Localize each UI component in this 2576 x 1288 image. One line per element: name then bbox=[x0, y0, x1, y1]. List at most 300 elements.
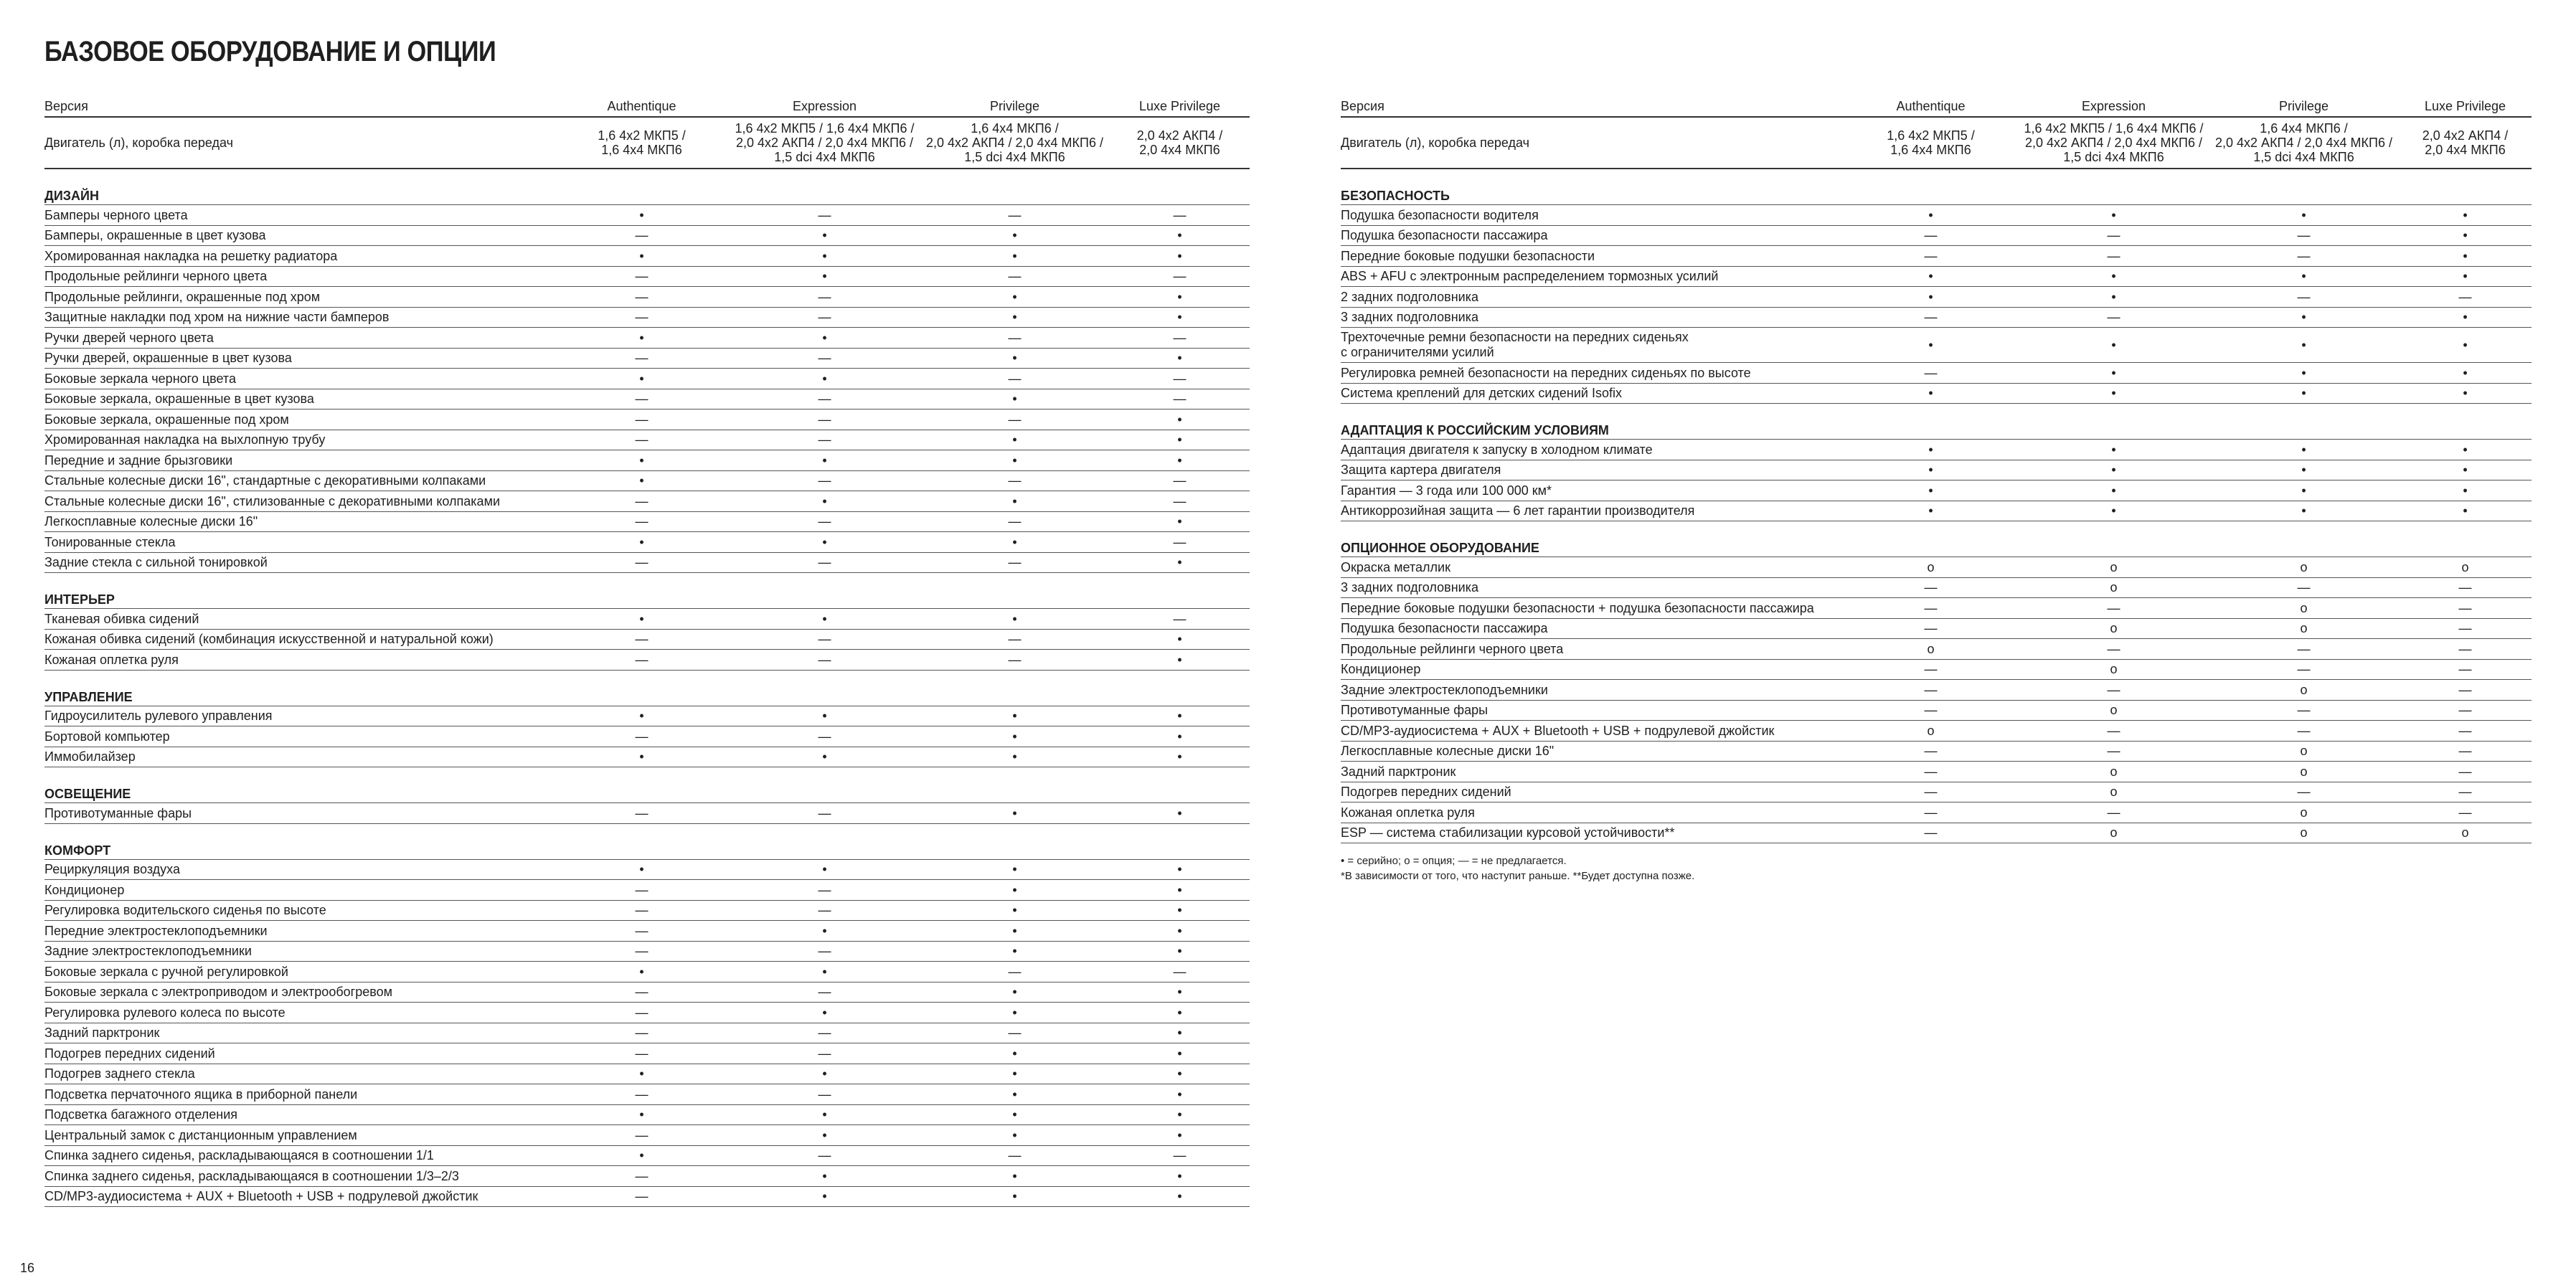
availability-cell: • bbox=[554, 859, 730, 880]
availability-cell: — bbox=[554, 900, 730, 921]
trim-authentique: Authentique bbox=[1843, 96, 2019, 117]
trim-privilege: Privilege bbox=[920, 96, 1110, 117]
section-title: АДАПТАЦИЯ К РОССИЙСКИМ УСЛОВИЯМ bbox=[1341, 404, 2532, 440]
availability-cell: • bbox=[1110, 859, 1250, 880]
availability-cell: • bbox=[1843, 480, 2019, 501]
availability-cell: • bbox=[1110, 803, 1250, 824]
availability-cell: • bbox=[920, 225, 1110, 246]
availability-cell: o bbox=[2209, 680, 2399, 701]
table-row bbox=[44, 962, 1250, 982]
availability-cell: • bbox=[554, 328, 730, 349]
trim-luxe-privilege: Luxe Privilege bbox=[1110, 96, 1250, 117]
availability-cell: • bbox=[1110, 880, 1250, 901]
availability-cell: — bbox=[2399, 782, 2532, 802]
feature-label: Регулировка водительского сиденья по высоте bbox=[44, 900, 554, 921]
section-header bbox=[1341, 521, 2532, 557]
feature-label: Бортовой компьютер bbox=[44, 726, 554, 747]
table-row bbox=[44, 1104, 1250, 1125]
availability-cell: • bbox=[1110, 650, 1250, 671]
availability-cell: — bbox=[1110, 962, 1250, 982]
table-row bbox=[1341, 501, 2532, 521]
availability-cell: — bbox=[1843, 577, 2019, 598]
availability-cell: • bbox=[554, 706, 730, 726]
engine-row bbox=[44, 117, 1250, 169]
availability-cell: • bbox=[920, 941, 1110, 962]
availability-cell: • bbox=[920, 491, 1110, 512]
table-row bbox=[44, 650, 1250, 671]
engine-expression: 1,6 4x2 МКП5 / 1,6 4x4 МКП6 / 2,0 4x2 АКП4 / 2,0 4x4 МКП6 / 1,5 dci 4x4 МКП6 bbox=[730, 117, 920, 169]
feature-label: 3 задних подголовника bbox=[1341, 307, 1843, 328]
availability-cell: — bbox=[730, 307, 920, 328]
feature-label: Передние боковые подушки безопасности + подушка безопасности пассажира bbox=[1341, 598, 1843, 619]
availability-cell: — bbox=[2399, 700, 2532, 721]
section-title: КОМФОРТ bbox=[44, 823, 1250, 859]
availability-cell: — bbox=[2019, 246, 2209, 267]
section-title: ОПЦИОННОЕ ОБОРУДОВАНИЕ bbox=[1341, 521, 2532, 557]
availability-cell: • bbox=[1110, 706, 1250, 726]
feature-label: Подсветка перчаточного ящика в приборной панели bbox=[44, 1084, 554, 1105]
availability-cell: • bbox=[730, 1186, 920, 1207]
feature-label: Подушка безопасности пассажира bbox=[1341, 225, 1843, 246]
header-row bbox=[1341, 96, 2532, 117]
availability-cell: — bbox=[1110, 266, 1250, 287]
availability-cell: • bbox=[920, 1084, 1110, 1105]
feature-label: Трехточечные ремни безопасности на передних сиденьях с ограничителями усилий bbox=[1341, 328, 1843, 363]
trim-expression: Expression bbox=[730, 96, 920, 117]
feature-label: Подушка безопасности водителя bbox=[1341, 205, 1843, 226]
engine-authentique: 1,6 4x2 МКП5 / 1,6 4x4 МКП6 bbox=[1843, 117, 2019, 169]
table-row bbox=[44, 1166, 1250, 1187]
availability-cell: — bbox=[1110, 609, 1250, 630]
availability-cell: o bbox=[2209, 802, 2399, 823]
table-row bbox=[44, 491, 1250, 512]
availability-cell: — bbox=[1843, 246, 2019, 267]
availability-cell: • bbox=[920, 389, 1110, 409]
availability-cell: • bbox=[920, 1186, 1110, 1207]
feature-label: Антикоррозийная защита — 6 лет гарантии производителя bbox=[1341, 501, 1843, 521]
availability-cell: — bbox=[920, 511, 1110, 532]
table-row bbox=[44, 266, 1250, 287]
availability-cell: — bbox=[1110, 328, 1250, 349]
availability-cell: — bbox=[554, 880, 730, 901]
availability-cell: • bbox=[554, 205, 730, 226]
availability-cell: — bbox=[2399, 287, 2532, 308]
table-row bbox=[1341, 266, 2532, 287]
availability-cell: • bbox=[2209, 383, 2399, 404]
feature-label: Подогрев передних сидений bbox=[1341, 782, 1843, 802]
availability-cell: • bbox=[730, 859, 920, 880]
availability-cell: • bbox=[920, 1104, 1110, 1125]
availability-cell: — bbox=[2209, 639, 2399, 660]
availability-cell: — bbox=[554, 1003, 730, 1023]
feature-label: Гидроусилитель рулевого управления bbox=[44, 706, 554, 726]
availability-cell: o bbox=[2019, 782, 2209, 802]
table-row bbox=[1341, 225, 2532, 246]
table-row bbox=[1341, 205, 2532, 226]
availability-cell: — bbox=[554, 1023, 730, 1043]
availability-cell: • bbox=[920, 532, 1110, 553]
feature-label: Подогрев заднего стекла bbox=[44, 1064, 554, 1084]
availability-cell: • bbox=[2399, 460, 2532, 480]
table-row bbox=[44, 1084, 1250, 1105]
table-row bbox=[1341, 328, 2532, 363]
availability-cell: • bbox=[1110, 511, 1250, 532]
availability-cell: • bbox=[1110, 246, 1250, 267]
availability-cell: — bbox=[1110, 470, 1250, 491]
availability-cell: o bbox=[2209, 823, 2399, 843]
availability-cell: • bbox=[2209, 460, 2399, 480]
table-row bbox=[44, 307, 1250, 328]
engine-privilege: 1,6 4x4 МКП6 / 2,0 4x2 АКП4 / 2,0 4x4 МКП6 / 1,5 dci 4x4 МКП6 bbox=[2209, 117, 2399, 169]
section-header bbox=[44, 573, 1250, 609]
availability-cell: • bbox=[2399, 440, 2532, 460]
availability-cell: — bbox=[730, 348, 920, 369]
availability-cell: o bbox=[2209, 598, 2399, 619]
availability-cell: • bbox=[730, 962, 920, 982]
availability-cell: o bbox=[2209, 618, 2399, 639]
availability-cell: • bbox=[2399, 328, 2532, 363]
availability-cell: • bbox=[730, 1125, 920, 1146]
table-row bbox=[44, 982, 1250, 1003]
availability-cell: • bbox=[730, 246, 920, 267]
availability-cell: — bbox=[554, 629, 730, 650]
availability-cell: • bbox=[2019, 460, 2209, 480]
legend-note: • = серийно; o = опция; — = не предлагается. *В зависимости от того, что наступит раньше. **Будет доступна позже. bbox=[1341, 855, 1695, 882]
availability-cell: • bbox=[920, 609, 1110, 630]
availability-cell: — bbox=[730, 1043, 920, 1064]
availability-cell: — bbox=[1110, 205, 1250, 226]
table-row bbox=[44, 409, 1250, 430]
availability-cell: • bbox=[2019, 501, 2209, 521]
availability-cell: o bbox=[2209, 557, 2399, 578]
table-row bbox=[44, 706, 1250, 726]
availability-cell: — bbox=[730, 629, 920, 650]
feature-label: Задние электростеклоподъемники bbox=[44, 941, 554, 962]
availability-cell: • bbox=[554, 1145, 730, 1166]
availability-cell: • bbox=[1843, 501, 2019, 521]
feature-label: Задний парктроник bbox=[1341, 762, 1843, 782]
feature-label: Противотуманные фары bbox=[44, 803, 554, 824]
table-row bbox=[44, 470, 1250, 491]
availability-cell: • bbox=[554, 962, 730, 982]
left-spec-column bbox=[44, 96, 1250, 1207]
availability-cell: o bbox=[2019, 618, 2209, 639]
feature-label: Защитные накладки под хром на нижние части бамперов bbox=[44, 307, 554, 328]
availability-cell: o bbox=[1843, 639, 2019, 660]
availability-cell: • bbox=[1110, 1186, 1250, 1207]
table-row bbox=[44, 609, 1250, 630]
feature-label: Гарантия — 3 года или 100 000 км* bbox=[1341, 480, 1843, 501]
engine-luxe-privilege: 2,0 4x2 АКП4 / 2,0 4x4 МКП6 bbox=[1110, 117, 1250, 169]
section-header bbox=[44, 169, 1250, 205]
availability-cell: • bbox=[2399, 480, 2532, 501]
feature-label: Хромированная накладка на решетку радиатора bbox=[44, 246, 554, 267]
table-row bbox=[1341, 741, 2532, 762]
table-row bbox=[44, 941, 1250, 962]
feature-label: Боковые зеркала черного цвета bbox=[44, 369, 554, 389]
table-row bbox=[44, 369, 1250, 389]
availability-cell: • bbox=[2399, 383, 2532, 404]
table-row bbox=[44, 511, 1250, 532]
availability-cell: • bbox=[2019, 328, 2209, 363]
feature-label: Окраска металлик bbox=[1341, 557, 1843, 578]
availability-cell: — bbox=[1843, 363, 2019, 384]
availability-cell: — bbox=[920, 369, 1110, 389]
section-header bbox=[44, 670, 1250, 706]
availability-cell: • bbox=[920, 803, 1110, 824]
availability-cell: • bbox=[730, 328, 920, 349]
availability-cell: — bbox=[920, 650, 1110, 671]
availability-cell: • bbox=[1110, 747, 1250, 767]
availability-cell: — bbox=[920, 409, 1110, 430]
table-row bbox=[44, 859, 1250, 880]
availability-cell: o bbox=[2019, 659, 2209, 680]
table-row bbox=[1341, 480, 2532, 501]
availability-cell: • bbox=[920, 1064, 1110, 1084]
section-header bbox=[44, 767, 1250, 803]
availability-cell: o bbox=[1843, 721, 2019, 742]
page-title: БАЗОВОЕ ОБОРУДОВАНИЕ И ОПЦИИ bbox=[44, 36, 496, 67]
feature-label: Подушка безопасности пассажира bbox=[1341, 618, 1843, 639]
availability-cell: — bbox=[2399, 721, 2532, 742]
table-row bbox=[1341, 721, 2532, 742]
availability-cell: • bbox=[920, 880, 1110, 901]
availability-cell: • bbox=[1110, 450, 1250, 471]
table-row bbox=[44, 900, 1250, 921]
availability-cell: — bbox=[1843, 598, 2019, 619]
availability-cell: • bbox=[730, 266, 920, 287]
feature-label: Адаптация двигателя к запуску в холодном климате bbox=[1341, 440, 1843, 460]
section-header bbox=[1341, 169, 2532, 205]
availability-cell: — bbox=[1843, 823, 2019, 843]
availability-cell: — bbox=[730, 650, 920, 671]
availability-cell: o bbox=[1843, 557, 2019, 578]
availability-cell: — bbox=[730, 982, 920, 1003]
section-header bbox=[1341, 404, 2532, 440]
availability-cell: • bbox=[2209, 480, 2399, 501]
availability-cell: — bbox=[2019, 802, 2209, 823]
availability-cell: • bbox=[2019, 266, 2209, 287]
availability-cell: — bbox=[920, 328, 1110, 349]
table-row bbox=[44, 880, 1250, 901]
availability-cell: — bbox=[1110, 389, 1250, 409]
availability-cell: • bbox=[1110, 941, 1250, 962]
availability-cell: • bbox=[1110, 1166, 1250, 1187]
feature-label: Передние боковые подушки безопасности bbox=[1341, 246, 1843, 267]
feature-label: Передние и задние брызговики bbox=[44, 450, 554, 471]
table-row bbox=[1341, 557, 2532, 578]
availability-cell: • bbox=[554, 747, 730, 767]
availability-cell: • bbox=[920, 859, 1110, 880]
availability-cell: o bbox=[2019, 823, 2209, 843]
availability-cell: — bbox=[920, 1145, 1110, 1166]
availability-cell: — bbox=[730, 1145, 920, 1166]
availability-cell: — bbox=[554, 225, 730, 246]
availability-cell: • bbox=[1110, 900, 1250, 921]
table-row bbox=[1341, 823, 2532, 843]
table-row bbox=[44, 389, 1250, 409]
availability-cell: — bbox=[554, 409, 730, 430]
availability-cell: • bbox=[554, 532, 730, 553]
availability-cell: • bbox=[730, 1003, 920, 1023]
feature-label: Легкосплавные колесные диски 16" bbox=[44, 511, 554, 532]
feature-label: Стальные колесные диски 16", стандартные с декоративными колпаками bbox=[44, 470, 554, 491]
table-row bbox=[1341, 680, 2532, 701]
availability-cell: — bbox=[554, 307, 730, 328]
table-row bbox=[44, 1043, 1250, 1064]
left-spec-table bbox=[44, 96, 1250, 1207]
availability-cell: • bbox=[2019, 480, 2209, 501]
trim-authentique: Authentique bbox=[554, 96, 730, 117]
table-row bbox=[1341, 577, 2532, 598]
availability-cell: o bbox=[2019, 762, 2209, 782]
availability-cell: — bbox=[2399, 618, 2532, 639]
availability-cell: • bbox=[1110, 552, 1250, 573]
feature-label: ABS + AFU с электронным распределением тормозных усилий bbox=[1341, 266, 1843, 287]
trim-luxe-privilege: Luxe Privilege bbox=[2399, 96, 2532, 117]
availability-cell: — bbox=[730, 389, 920, 409]
availability-cell: • bbox=[2399, 266, 2532, 287]
availability-cell: o bbox=[2019, 700, 2209, 721]
availability-cell: — bbox=[730, 470, 920, 491]
availability-cell: — bbox=[554, 1166, 730, 1187]
availability-cell: — bbox=[554, 1084, 730, 1105]
availability-cell: — bbox=[554, 803, 730, 824]
availability-cell: • bbox=[2019, 440, 2209, 460]
availability-cell: • bbox=[2399, 307, 2532, 328]
version-label: Версия bbox=[1341, 96, 1843, 117]
table-row bbox=[1341, 287, 2532, 308]
feature-label: Кожаная оплетка руля bbox=[1341, 802, 1843, 823]
availability-cell: — bbox=[554, 491, 730, 512]
table-row bbox=[1341, 307, 2532, 328]
feature-label: Противотуманные фары bbox=[1341, 700, 1843, 721]
availability-cell: — bbox=[2209, 246, 2399, 267]
availability-cell: — bbox=[554, 389, 730, 409]
engine-luxe-privilege: 2,0 4x2 АКП4 / 2,0 4x4 МКП6 bbox=[2399, 117, 2532, 169]
availability-cell: — bbox=[554, 726, 730, 747]
engine-expression: 1,6 4x2 МКП5 / 1,6 4x4 МКП6 / 2,0 4x2 АКП4 / 2,0 4x4 МКП6 / 1,5 dci 4x4 МКП6 bbox=[2019, 117, 2209, 169]
availability-cell: • bbox=[920, 747, 1110, 767]
availability-cell: • bbox=[920, 307, 1110, 328]
version-label: Версия bbox=[44, 96, 554, 117]
availability-cell: • bbox=[2399, 501, 2532, 521]
feature-label: Задний парктроник bbox=[44, 1023, 554, 1043]
availability-cell: • bbox=[730, 609, 920, 630]
availability-cell: — bbox=[554, 348, 730, 369]
availability-cell: • bbox=[2399, 246, 2532, 267]
availability-cell: • bbox=[920, 726, 1110, 747]
availability-cell: — bbox=[2019, 721, 2209, 742]
feature-label: Спинка заднего сиденья, раскладывающаяся в соотношении 1/1 bbox=[44, 1145, 554, 1166]
table-row bbox=[1341, 700, 2532, 721]
feature-label: Защита картера двигателя bbox=[1341, 460, 1843, 480]
availability-cell: — bbox=[920, 962, 1110, 982]
table-row bbox=[44, 1186, 1250, 1207]
table-row bbox=[44, 726, 1250, 747]
feature-label: 2 задних подголовника bbox=[1341, 287, 1843, 308]
trim-privilege: Privilege bbox=[2209, 96, 2399, 117]
availability-cell: • bbox=[730, 706, 920, 726]
availability-cell: — bbox=[2209, 225, 2399, 246]
feature-label: Ручки дверей черного цвета bbox=[44, 328, 554, 349]
availability-cell: • bbox=[554, 1104, 730, 1125]
availability-cell: • bbox=[1110, 1125, 1250, 1146]
availability-cell: — bbox=[1843, 225, 2019, 246]
table-row bbox=[44, 747, 1250, 767]
availability-cell: • bbox=[730, 1064, 920, 1084]
availability-cell: • bbox=[2019, 383, 2209, 404]
availability-cell: — bbox=[1843, 700, 2019, 721]
availability-cell: — bbox=[730, 803, 920, 824]
availability-cell: • bbox=[1110, 629, 1250, 650]
feature-label: Боковые зеркала с ручной регулировкой bbox=[44, 962, 554, 982]
feature-label: Кожаная обивка сидений (комбинация искусственной и натуральной кожи) bbox=[44, 629, 554, 650]
availability-cell: • bbox=[1843, 287, 2019, 308]
availability-cell: • bbox=[920, 287, 1110, 308]
availability-cell: — bbox=[920, 629, 1110, 650]
engine-label: Двигатель (л), коробка передач bbox=[44, 117, 554, 169]
feature-label: Задние стекла с сильной тонировкой bbox=[44, 552, 554, 573]
availability-cell: — bbox=[554, 266, 730, 287]
availability-cell: • bbox=[1110, 1003, 1250, 1023]
availability-cell: • bbox=[2399, 205, 2532, 226]
availability-cell: — bbox=[730, 1023, 920, 1043]
table-row bbox=[44, 1064, 1250, 1084]
availability-cell: — bbox=[2209, 659, 2399, 680]
left-spec-body bbox=[44, 117, 1250, 1207]
availability-cell: — bbox=[2399, 598, 2532, 619]
availability-cell: — bbox=[2019, 307, 2209, 328]
feature-label: Тканевая обивка сидений bbox=[44, 609, 554, 630]
feature-label: Тонированные стекла bbox=[44, 532, 554, 553]
feature-label: Система креплений для детских сидений Isofix bbox=[1341, 383, 1843, 404]
engine-row bbox=[1341, 117, 2532, 169]
availability-cell: • bbox=[2209, 205, 2399, 226]
engine-authentique: 1,6 4x2 МКП5 / 1,6 4x4 МКП6 bbox=[554, 117, 730, 169]
availability-cell: — bbox=[2399, 639, 2532, 660]
availability-cell: — bbox=[554, 552, 730, 573]
table-row bbox=[44, 246, 1250, 267]
availability-cell: • bbox=[730, 225, 920, 246]
availability-cell: — bbox=[920, 1023, 1110, 1043]
availability-cell: • bbox=[1110, 982, 1250, 1003]
feature-label: Кондиционер bbox=[44, 880, 554, 901]
feature-label: Кондиционер bbox=[1341, 659, 1843, 680]
availability-cell: • bbox=[920, 348, 1110, 369]
feature-label: Регулировка рулевого колеса по высоте bbox=[44, 1003, 554, 1023]
availability-cell: — bbox=[2019, 741, 2209, 762]
availability-cell: — bbox=[730, 430, 920, 450]
availability-cell: — bbox=[730, 287, 920, 308]
availability-cell: • bbox=[554, 1064, 730, 1084]
table-row bbox=[44, 225, 1250, 246]
availability-cell: — bbox=[554, 982, 730, 1003]
availability-cell: — bbox=[920, 205, 1110, 226]
availability-cell: • bbox=[920, 1043, 1110, 1064]
availability-cell: • bbox=[730, 1104, 920, 1125]
availability-cell: — bbox=[1843, 762, 2019, 782]
table-row bbox=[44, 430, 1250, 450]
availability-cell: • bbox=[554, 369, 730, 389]
availability-cell: — bbox=[730, 941, 920, 962]
feature-label: Легкосплавные колесные диски 16" bbox=[1341, 741, 1843, 762]
feature-label: Продольные рейлинги черного цвета bbox=[44, 266, 554, 287]
page-number: 16 bbox=[20, 1261, 35, 1275]
availability-cell: • bbox=[554, 450, 730, 471]
availability-cell: • bbox=[554, 609, 730, 630]
availability-cell: • bbox=[1110, 307, 1250, 328]
